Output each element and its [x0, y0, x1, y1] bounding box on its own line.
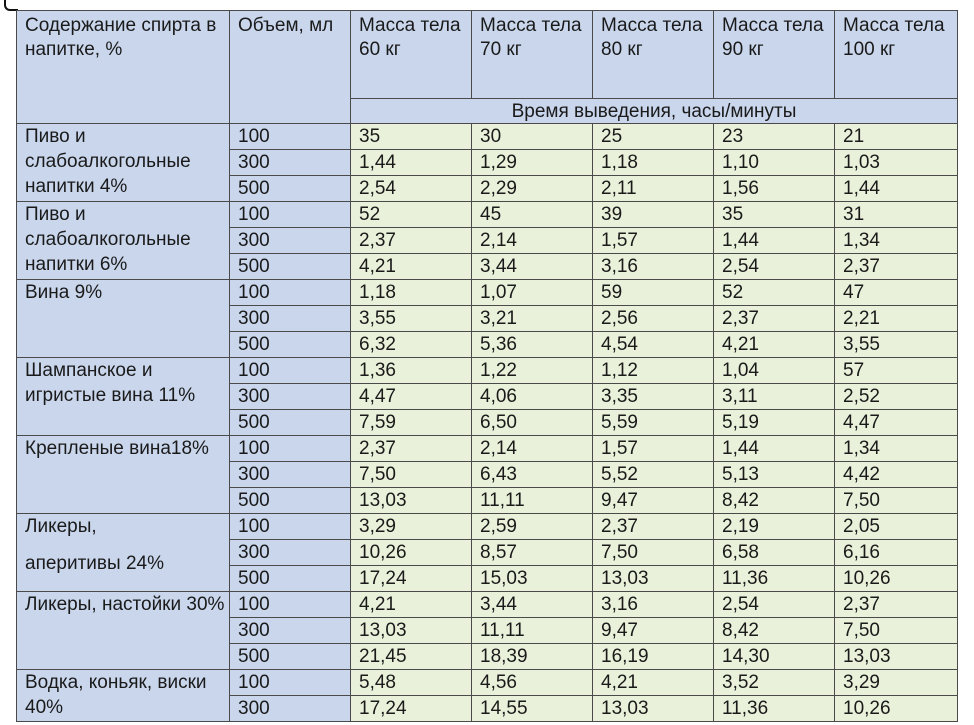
time-cell: 1,04 — [714, 358, 835, 384]
table-row — [17, 358, 958, 384]
time-cell: 5,52 — [593, 462, 714, 488]
table-row — [17, 202, 958, 228]
time-cell: 5,59 — [593, 410, 714, 436]
table-row — [17, 124, 958, 150]
time-cell: 6,16 — [835, 540, 958, 566]
header-volume: Объем, мл — [230, 11, 351, 124]
volume-cell: 100 — [230, 670, 351, 696]
volume-cell: 100 — [230, 202, 351, 228]
table-row — [17, 436, 958, 462]
volume-cell: 100 — [230, 124, 351, 150]
time-cell: 17,24 — [351, 696, 472, 722]
time-cell: 1,22 — [472, 358, 593, 384]
time-cell: 4,42 — [835, 462, 958, 488]
time-cell: 31 — [835, 202, 958, 228]
time-cell: 39 — [593, 202, 714, 228]
time-cell: 3,55 — [835, 332, 958, 358]
time-cell: 2,59 — [472, 514, 593, 540]
time-cell: 10,26 — [351, 540, 472, 566]
time-cell: 2,52 — [835, 384, 958, 410]
time-cell: 35 — [351, 124, 472, 150]
time-cell: 4,21 — [714, 332, 835, 358]
time-cell: 2,05 — [835, 514, 958, 540]
time-cell: 1,36 — [351, 358, 472, 384]
drink-type-cell: Пиво и слабоалкогольные напитки 6% — [17, 202, 230, 280]
time-cell: 45 — [472, 202, 593, 228]
volume-cell: 300 — [230, 306, 351, 332]
time-cell: 9,47 — [593, 488, 714, 514]
time-cell: 6,43 — [472, 462, 593, 488]
header-elimination-time: Время выведения, часы/минуты — [351, 99, 958, 124]
time-cell: 1,44 — [714, 228, 835, 254]
time-cell: 21 — [835, 124, 958, 150]
time-cell: 4,56 — [472, 670, 593, 696]
drink-type-cell: Крепленые вина18% — [17, 436, 230, 514]
time-cell: 14,30 — [714, 644, 835, 670]
time-cell: 10,26 — [835, 566, 958, 592]
drink-type-cell: Вина 9% — [17, 280, 230, 358]
table-row — [17, 280, 958, 306]
alcohol-elimination-table — [16, 10, 958, 722]
header-mass-60: Масса тела 60 кг — [351, 11, 472, 99]
time-cell: 5,13 — [714, 462, 835, 488]
time-cell: 2,54 — [714, 254, 835, 280]
time-cell: 4,06 — [472, 384, 593, 410]
time-cell: 13,03 — [351, 618, 472, 644]
volume-cell: 500 — [230, 410, 351, 436]
volume-cell: 300 — [230, 228, 351, 254]
time-cell: 8,42 — [714, 488, 835, 514]
volume-cell: 500 — [230, 488, 351, 514]
header-mass-90: Масса тела 90 кг — [714, 11, 835, 99]
time-cell: 1,03 — [835, 150, 958, 176]
time-cell: 13,03 — [593, 696, 714, 722]
volume-cell: 300 — [230, 618, 351, 644]
table-row — [17, 670, 958, 696]
time-cell: 3,35 — [593, 384, 714, 410]
volume-cell: 300 — [230, 462, 351, 488]
time-cell: 2,37 — [835, 592, 958, 618]
time-cell: 2,14 — [472, 228, 593, 254]
volume-cell: 500 — [230, 566, 351, 592]
time-cell: 1,57 — [593, 436, 714, 462]
time-cell: 3,16 — [593, 592, 714, 618]
time-cell: 4,21 — [593, 670, 714, 696]
time-cell: 47 — [835, 280, 958, 306]
volume-cell: 500 — [230, 644, 351, 670]
time-cell: 11,11 — [472, 488, 593, 514]
time-cell: 11,11 — [472, 618, 593, 644]
volume-cell: 300 — [230, 384, 351, 410]
time-cell: 4,54 — [593, 332, 714, 358]
time-cell: 35 — [714, 202, 835, 228]
header-alcohol-content: Содержание спирта в напитке, % — [17, 11, 230, 124]
time-cell: 3,21 — [472, 306, 593, 332]
time-cell: 11,36 — [714, 696, 835, 722]
time-cell: 52 — [714, 280, 835, 306]
time-cell: 4,47 — [351, 384, 472, 410]
time-cell: 3,55 — [351, 306, 472, 332]
time-cell: 23 — [714, 124, 835, 150]
volume-cell: 100 — [230, 358, 351, 384]
time-cell: 2,54 — [714, 592, 835, 618]
time-cell: 25 — [593, 124, 714, 150]
time-cell: 1,44 — [714, 436, 835, 462]
volume-cell: 500 — [230, 176, 351, 202]
volume-cell: 100 — [230, 280, 351, 306]
time-cell: 4,47 — [835, 410, 958, 436]
time-cell: 30 — [472, 124, 593, 150]
drink-type-cell: Водка, коньяк, виски 40% — [17, 670, 230, 722]
drink-type-cell: Шампанское и игристые вина 11% — [17, 358, 230, 436]
header-mass-100: Масса тела 100 кг — [835, 11, 958, 99]
time-cell: 5,19 — [714, 410, 835, 436]
time-cell: 7,59 — [351, 410, 472, 436]
time-cell: 6,32 — [351, 332, 472, 358]
time-cell: 7,50 — [835, 488, 958, 514]
table-row — [17, 592, 958, 618]
time-cell: 3,29 — [351, 514, 472, 540]
volume-cell: 300 — [230, 150, 351, 176]
time-cell: 1,18 — [593, 150, 714, 176]
volume-cell: 100 — [230, 592, 351, 618]
time-cell: 6,58 — [714, 540, 835, 566]
drink-type-cell: Ликеры, настойки 30% — [17, 592, 230, 670]
time-cell: 3,44 — [472, 592, 593, 618]
time-cell: 2,14 — [472, 436, 593, 462]
time-cell: 6,50 — [472, 410, 593, 436]
time-cell: 1,18 — [351, 280, 472, 306]
time-cell: 2,37 — [593, 514, 714, 540]
time-cell: 14,55 — [472, 696, 593, 722]
time-cell: 7,50 — [835, 618, 958, 644]
volume-cell: 100 — [230, 436, 351, 462]
time-cell: 1,29 — [472, 150, 593, 176]
time-cell: 21,45 — [351, 644, 472, 670]
time-cell: 9,47 — [593, 618, 714, 644]
time-cell: 1,34 — [835, 228, 958, 254]
time-cell: 59 — [593, 280, 714, 306]
time-cell: 3,16 — [593, 254, 714, 280]
time-cell: 2,54 — [351, 176, 472, 202]
time-cell: 2,29 — [472, 176, 593, 202]
drink-type-cell — [17, 514, 230, 592]
time-cell: 15,03 — [472, 566, 593, 592]
time-cell: 1,44 — [351, 150, 472, 176]
time-cell: 1,57 — [593, 228, 714, 254]
time-cell: 13,03 — [835, 644, 958, 670]
drink-type-cell: Пиво и слабоалкогольные напитки 4% — [17, 124, 230, 202]
volume-cell: 100 — [230, 514, 351, 540]
time-cell: 8,57 — [472, 540, 593, 566]
time-cell: 13,03 — [593, 566, 714, 592]
volume-cell: 300 — [230, 540, 351, 566]
table-row — [17, 514, 958, 540]
volume-cell: 500 — [230, 254, 351, 280]
time-cell: 2,19 — [714, 514, 835, 540]
time-cell: 2,37 — [351, 228, 472, 254]
time-cell: 13,03 — [351, 488, 472, 514]
time-cell: 5,36 — [472, 332, 593, 358]
time-cell: 2,21 — [835, 306, 958, 332]
volume-cell: 300 — [230, 696, 351, 722]
time-cell: 4,21 — [351, 592, 472, 618]
time-cell: 3,11 — [714, 384, 835, 410]
drink-type-line: аперитивы 24% — [25, 553, 164, 574]
drink-type-line: Ликеры, — [25, 516, 97, 537]
time-cell: 1,34 — [835, 436, 958, 462]
header-row — [17, 11, 958, 99]
time-cell: 5,48 — [351, 670, 472, 696]
time-cell: 2,37 — [835, 254, 958, 280]
time-cell: 57 — [835, 358, 958, 384]
time-cell: 3,44 — [472, 254, 593, 280]
time-cell: 1,10 — [714, 150, 835, 176]
time-cell: 1,56 — [714, 176, 835, 202]
time-cell: 17,24 — [351, 566, 472, 592]
header-mass-80: Масса тела 80 кг — [593, 11, 714, 99]
time-cell: 1,12 — [593, 358, 714, 384]
time-cell: 2,37 — [351, 436, 472, 462]
time-cell: 52 — [351, 202, 472, 228]
time-cell: 11,36 — [714, 566, 835, 592]
time-cell: 7,50 — [351, 462, 472, 488]
time-cell: 3,29 — [835, 670, 958, 696]
time-cell: 4,21 — [351, 254, 472, 280]
time-cell: 16,19 — [593, 644, 714, 670]
time-cell: 7,50 — [593, 540, 714, 566]
time-cell: 2,37 — [714, 306, 835, 332]
time-cell: 1,44 — [835, 176, 958, 202]
header-mass-70: Масса тела 70 кг — [472, 11, 593, 99]
time-cell: 2,56 — [593, 306, 714, 332]
time-cell: 3,52 — [714, 670, 835, 696]
time-cell: 2,11 — [593, 176, 714, 202]
time-cell: 8,42 — [714, 618, 835, 644]
time-cell: 10,26 — [835, 696, 958, 722]
time-cell: 18,39 — [472, 644, 593, 670]
time-cell: 1,07 — [472, 280, 593, 306]
volume-cell: 500 — [230, 332, 351, 358]
